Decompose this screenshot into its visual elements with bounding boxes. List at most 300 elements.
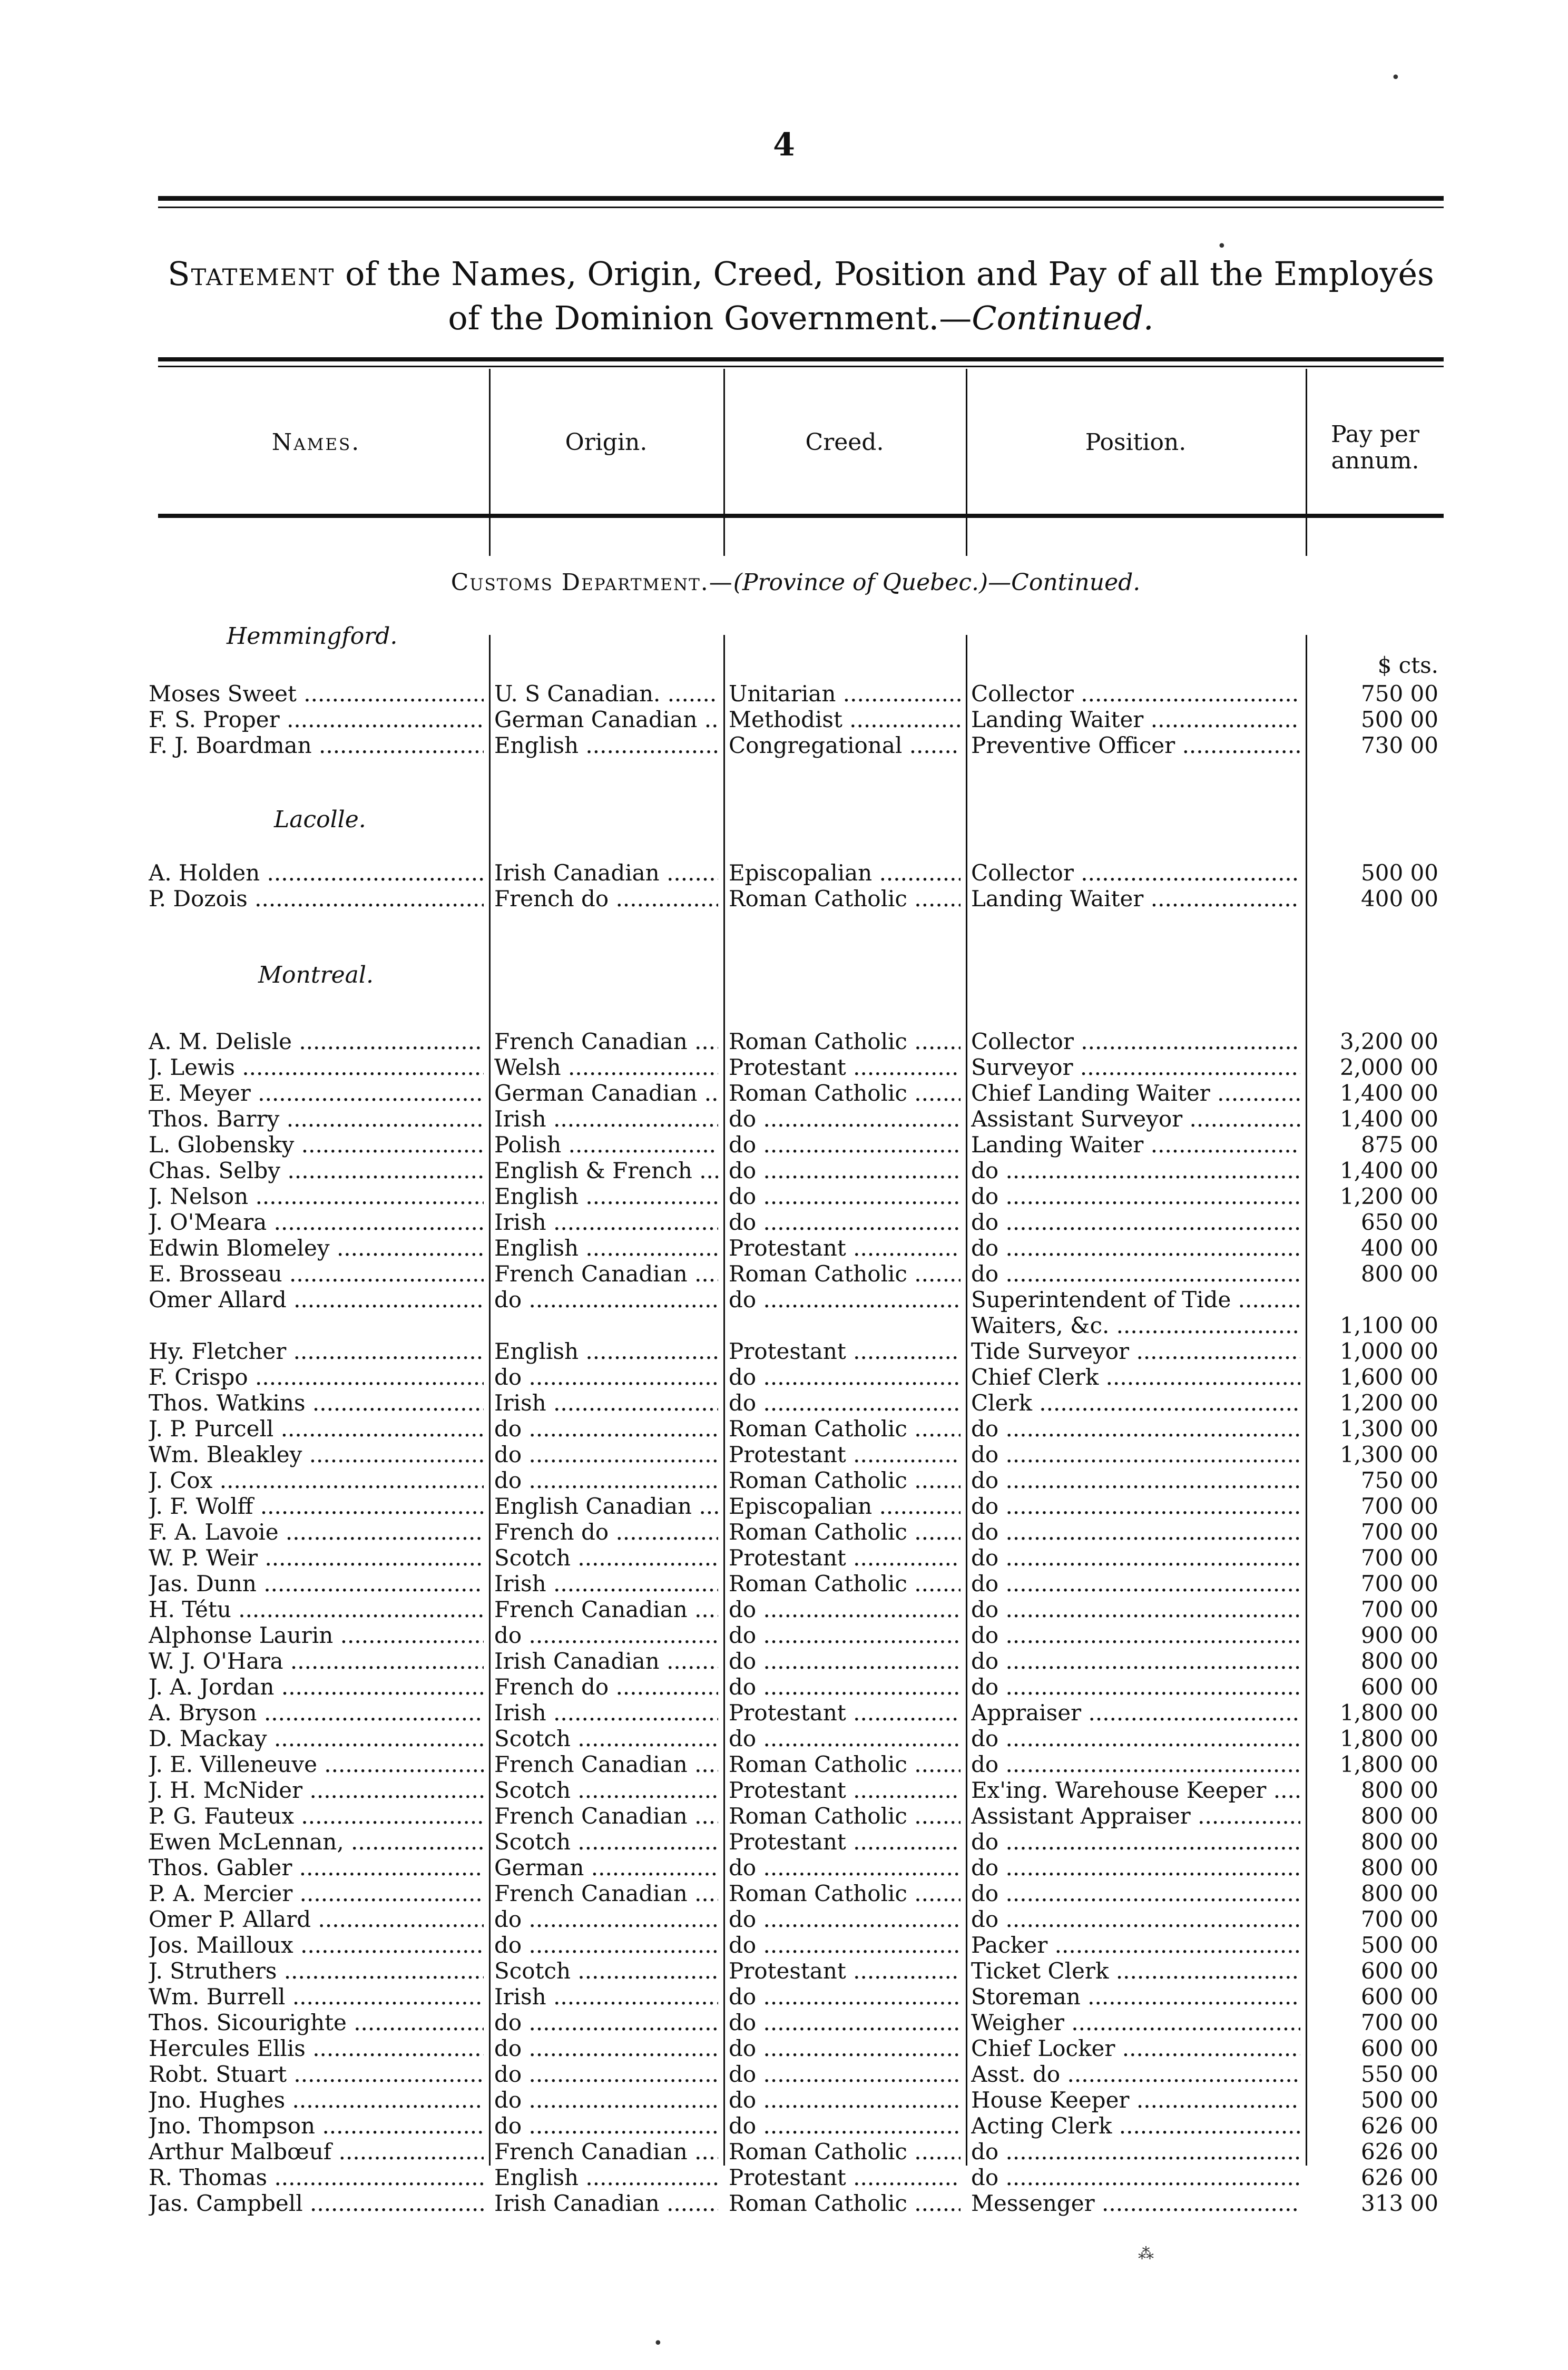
employee-creed: Episcopalian ..... bbox=[729, 860, 961, 886]
employee-name: Jas. Dunn ..... bbox=[149, 1571, 484, 1597]
employee-name: P. Dozois ..... bbox=[149, 886, 484, 912]
employee-position: do ..... bbox=[971, 1855, 1300, 1881]
employee-origin: French Canadian ..... bbox=[494, 1881, 718, 1906]
employee-origin: do ..... bbox=[494, 2061, 718, 2087]
employee-name: Robt. Stuart ..... bbox=[149, 2061, 484, 2087]
employee-origin: German ..... bbox=[494, 1855, 718, 1881]
employee-origin: English ..... bbox=[494, 732, 718, 758]
employee-pay: 500 00 bbox=[1361, 2087, 1438, 2113]
employee-position: Collector ..... bbox=[971, 681, 1300, 707]
employee-position: Preventive Officer ..... bbox=[971, 732, 1300, 758]
header-divider-stub bbox=[1306, 518, 1307, 556]
employee-name: E. Brosseau ..... bbox=[149, 1261, 484, 1287]
employee-name: F. J. Boardman ..... bbox=[149, 732, 484, 758]
employee-pay: 500 00 bbox=[1361, 1932, 1438, 1958]
employee-creed: Unitarian ..... bbox=[729, 681, 961, 707]
employee-creed: Roman Catholic ..... bbox=[729, 1416, 961, 1442]
employee-position: do ..... bbox=[971, 1158, 1300, 1183]
employee-position: do ..... bbox=[971, 1648, 1300, 1674]
employee-pay: 1,300 00 bbox=[1339, 1442, 1438, 1467]
employee-pay: 1,300 00 bbox=[1339, 1416, 1438, 1442]
table-row bbox=[0, 1106, 1568, 1132]
employee-position: do ..... bbox=[971, 1416, 1300, 1442]
employee-name: Omer Allard ..... bbox=[149, 1287, 484, 1313]
employee-creed: do ..... bbox=[729, 1132, 961, 1158]
place-heading: Montreal. bbox=[258, 962, 374, 988]
employee-name: Thos. Watkins ..... bbox=[149, 1390, 484, 1416]
top-rule bbox=[158, 196, 1444, 201]
header-divider bbox=[966, 369, 967, 514]
scan-speck: ⁂ bbox=[1138, 2245, 1154, 2263]
employee-pay: 600 00 bbox=[1361, 1984, 1438, 2010]
employee-position: Ex'ing. Warehouse Keeper ..... bbox=[971, 1777, 1300, 1803]
table-row bbox=[0, 860, 1568, 886]
employee-name: J. Lewis ..... bbox=[149, 1054, 484, 1080]
employee-pay: 800 00 bbox=[1361, 1261, 1438, 1287]
col-pay-line2: annum. bbox=[1331, 447, 1419, 474]
employee-origin: English ..... bbox=[494, 1338, 718, 1364]
header-divider bbox=[1306, 369, 1307, 514]
employee-pay: 1,100 00 bbox=[1339, 1313, 1438, 1338]
employee-creed: do ..... bbox=[729, 1906, 961, 1932]
employee-position: Assistant Appraiser ..... bbox=[971, 1803, 1300, 1829]
employee-name: Wm. Burrell ..... bbox=[149, 1984, 484, 2010]
table-row bbox=[0, 2061, 1568, 2087]
employee-name: Alphonse Laurin ..... bbox=[149, 1622, 484, 1648]
employee-creed: do ..... bbox=[729, 1209, 961, 1235]
table-row bbox=[0, 1932, 1568, 1958]
employee-origin: Irish Canadian ..... bbox=[494, 2190, 718, 2216]
employee-pay: 1,800 00 bbox=[1339, 1726, 1438, 1751]
table-row bbox=[0, 2010, 1568, 2035]
scan-speck: • bbox=[1391, 68, 1400, 87]
employee-origin: do ..... bbox=[494, 2087, 718, 2113]
department-province: (Province of Quebec.)—Continued. bbox=[733, 569, 1141, 596]
table-row bbox=[0, 1080, 1568, 1106]
employee-name: J. P. Purcell ..... bbox=[149, 1416, 484, 1442]
employee-position: Surveyor ..... bbox=[971, 1054, 1300, 1080]
employee-name: J. Struthers ..... bbox=[149, 1958, 484, 1984]
employee-pay: 700 00 bbox=[1361, 1571, 1438, 1597]
employee-name: D. Mackay ..... bbox=[149, 1726, 484, 1751]
employee-origin: French Canadian ..... bbox=[494, 1803, 718, 1829]
employee-name: A. M. Delisle ..... bbox=[149, 1029, 484, 1054]
employee-creed: Episcopalian ..... bbox=[729, 1493, 961, 1519]
employee-origin: do ..... bbox=[494, 1416, 718, 1442]
employee-creed: Protestant ..... bbox=[729, 1442, 961, 1467]
place-heading: Hemmingford. bbox=[227, 623, 398, 650]
employee-pay: 1,800 00 bbox=[1339, 1751, 1438, 1777]
employee-origin: Welsh ..... bbox=[494, 1054, 718, 1080]
employee-name: Hy. Fletcher ..... bbox=[149, 1338, 484, 1364]
employee-pay: 500 00 bbox=[1361, 860, 1438, 886]
employee-name: Arthur Malbœuf ..... bbox=[149, 2139, 484, 2165]
employee-creed: Roman Catholic ..... bbox=[729, 1881, 961, 1906]
employee-pay: 600 00 bbox=[1361, 2035, 1438, 2061]
employee-creed: Protestant ..... bbox=[729, 1700, 961, 1726]
employee-creed: do ..... bbox=[729, 2010, 961, 2035]
employee-origin: Scotch ..... bbox=[494, 1726, 718, 1751]
employee-creed: Roman Catholic ..... bbox=[729, 1751, 961, 1777]
employee-position: Clerk ..... bbox=[971, 1390, 1300, 1416]
employee-origin: French Canadian ..... bbox=[494, 1261, 718, 1287]
employee-origin: French do ..... bbox=[494, 1674, 718, 1700]
employee-position: Ticket Clerk ..... bbox=[971, 1958, 1300, 1984]
table-row bbox=[0, 1622, 1568, 1648]
employee-origin: English Canadian ..... bbox=[494, 1493, 718, 1519]
employee-creed: Roman Catholic ..... bbox=[729, 1803, 961, 1829]
employee-origin: German Canadian ..... bbox=[494, 1080, 718, 1106]
employee-position: Tide Surveyor ..... bbox=[971, 1338, 1300, 1364]
table-row bbox=[0, 1390, 1568, 1416]
table-row bbox=[0, 1209, 1568, 1235]
employee-pay: 800 00 bbox=[1361, 1803, 1438, 1829]
col-position: Position. bbox=[1085, 429, 1187, 456]
employee-name: J. F. Wolff ..... bbox=[149, 1493, 484, 1519]
employee-position: Chief Landing Waiter ..... bbox=[971, 1080, 1300, 1106]
employee-name: L. Globensky ..... bbox=[149, 1132, 484, 1158]
employee-origin: do ..... bbox=[494, 2010, 718, 2035]
table-row bbox=[0, 1597, 1568, 1622]
table-row bbox=[0, 1984, 1568, 2010]
title-continued: Continued. bbox=[972, 299, 1154, 337]
employee-position: Packer ..... bbox=[971, 1932, 1300, 1958]
employee-creed: Protestant ..... bbox=[729, 1235, 961, 1261]
employee-creed: do ..... bbox=[729, 1622, 961, 1648]
employee-position: Landing Waiter ..... bbox=[971, 707, 1300, 732]
table-row bbox=[0, 1648, 1568, 1674]
header-divider bbox=[489, 369, 491, 514]
employee-name: Chas. Selby ..... bbox=[149, 1158, 484, 1183]
employee-origin: Irish ..... bbox=[494, 1571, 718, 1597]
employee-position: Collector ..... bbox=[971, 860, 1300, 886]
employee-origin: French Canadian ..... bbox=[494, 2139, 718, 2165]
employee-name: Thos. Gabler ..... bbox=[149, 1855, 484, 1881]
employee-pay: 800 00 bbox=[1361, 1648, 1438, 1674]
employee-position: Collector ..... bbox=[971, 1029, 1300, 1054]
table-row bbox=[0, 1777, 1568, 1803]
employee-creed: do ..... bbox=[729, 1674, 961, 1700]
employee-position: do ..... bbox=[971, 2165, 1300, 2190]
employee-origin: Irish ..... bbox=[494, 1106, 718, 1132]
employee-pay: 626 00 bbox=[1361, 2139, 1438, 2165]
employee-origin: do ..... bbox=[494, 2035, 718, 2061]
employee-position: do ..... bbox=[971, 1519, 1300, 1545]
employee-position: Landing Waiter ..... bbox=[971, 1132, 1300, 1158]
employee-position: Messenger ..... bbox=[971, 2190, 1300, 2216]
table-row bbox=[0, 1467, 1568, 1493]
table-row bbox=[0, 681, 1568, 707]
header-divider-stub bbox=[489, 518, 491, 556]
employee-creed: Protestant ..... bbox=[729, 2165, 961, 2190]
table-row bbox=[0, 1855, 1568, 1881]
table-row bbox=[0, 1183, 1568, 1209]
employee-creed: do ..... bbox=[729, 1390, 961, 1416]
scan-speck: • bbox=[1217, 237, 1227, 256]
employee-creed: Roman Catholic ..... bbox=[729, 1519, 961, 1545]
employee-name: E. Meyer ..... bbox=[149, 1080, 484, 1106]
table-row bbox=[0, 1726, 1568, 1751]
employee-name: Edwin Blomeley ..... bbox=[149, 1235, 484, 1261]
employee-name: F. Crispo ..... bbox=[149, 1364, 484, 1390]
employee-pay: 700 00 bbox=[1361, 1906, 1438, 1932]
employee-position: do ..... bbox=[971, 1183, 1300, 1209]
employee-pay: 1,600 00 bbox=[1339, 1364, 1438, 1390]
table-row bbox=[0, 2035, 1568, 2061]
employee-creed: Roman Catholic ..... bbox=[729, 1467, 961, 1493]
table-row bbox=[0, 1364, 1568, 1390]
employee-creed: Roman Catholic ..... bbox=[729, 2190, 961, 2216]
table-row bbox=[0, 2113, 1568, 2139]
employee-origin: Scotch ..... bbox=[494, 1958, 718, 1984]
employee-pay: 700 00 bbox=[1361, 1597, 1438, 1622]
employee-origin: French Canadian ..... bbox=[494, 1751, 718, 1777]
table-row bbox=[0, 1571, 1568, 1597]
col-pay-line1: Pay per bbox=[1331, 421, 1419, 448]
employee-pay: 1,200 00 bbox=[1339, 1183, 1438, 1209]
employee-creed: do ..... bbox=[729, 1726, 961, 1751]
employee-creed: do ..... bbox=[729, 1648, 961, 1674]
employee-pay: 400 00 bbox=[1361, 886, 1438, 912]
employee-creed: Roman Catholic ..... bbox=[729, 886, 961, 912]
employee-position: do ..... bbox=[971, 1751, 1300, 1777]
employee-name: Thos. Sicourighte ..... bbox=[149, 2010, 484, 2035]
employee-creed: do ..... bbox=[729, 1287, 961, 1313]
table-row bbox=[0, 1132, 1568, 1158]
employee-origin: English ..... bbox=[494, 1183, 718, 1209]
table-row bbox=[0, 1287, 1568, 1313]
employee-position: do ..... bbox=[971, 1261, 1300, 1287]
employee-position: House Keeper ..... bbox=[971, 2087, 1300, 2113]
place-heading: Lacolle. bbox=[274, 806, 366, 833]
employee-name: Jno. Thompson ..... bbox=[149, 2113, 484, 2139]
employee-pay: 900 00 bbox=[1361, 1622, 1438, 1648]
employee-creed: Roman Catholic ..... bbox=[729, 2139, 961, 2165]
table-row bbox=[0, 1545, 1568, 1571]
employee-name: P. A. Mercier ..... bbox=[149, 1881, 484, 1906]
table-row bbox=[0, 1751, 1568, 1777]
employee-creed: do ..... bbox=[729, 1183, 961, 1209]
table-row bbox=[0, 1313, 1568, 1338]
table-row bbox=[0, 1338, 1568, 1364]
table-row bbox=[0, 1700, 1568, 1726]
employee-name: H. Tétu ..... bbox=[149, 1597, 484, 1622]
employee-pay: 650 00 bbox=[1361, 1209, 1438, 1235]
table-row bbox=[0, 1442, 1568, 1467]
table-row bbox=[0, 1054, 1568, 1080]
employee-position: Appraiser ..... bbox=[971, 1700, 1300, 1726]
employee-origin: Irish ..... bbox=[494, 1700, 718, 1726]
employee-creed: Protestant ..... bbox=[729, 1829, 961, 1855]
employee-creed: do ..... bbox=[729, 2061, 961, 2087]
employee-pay: 800 00 bbox=[1361, 1855, 1438, 1881]
employee-pay: 800 00 bbox=[1361, 1829, 1438, 1855]
employee-pay: 700 00 bbox=[1361, 1493, 1438, 1519]
employee-origin: German Canadian ..... bbox=[494, 707, 718, 732]
table-row bbox=[0, 1519, 1568, 1545]
employee-origin: do ..... bbox=[494, 1364, 718, 1390]
employee-pay: 1,400 00 bbox=[1339, 1106, 1438, 1132]
col-origin: Origin. bbox=[565, 429, 648, 456]
employee-name: F. S. Proper ..... bbox=[149, 707, 484, 732]
top-rule-thin bbox=[158, 207, 1444, 208]
employee-name: F. A. Lavoie ..... bbox=[149, 1519, 484, 1545]
employee-creed: Protestant ..... bbox=[729, 1545, 961, 1571]
employee-name: Jno. Hughes ..... bbox=[149, 2087, 484, 2113]
employee-name: Thos. Barry ..... bbox=[149, 1106, 484, 1132]
employee-origin: Irish ..... bbox=[494, 1209, 718, 1235]
employee-position: do ..... bbox=[971, 1829, 1300, 1855]
table-row bbox=[0, 707, 1568, 732]
table-row bbox=[0, 1674, 1568, 1700]
employee-name: A. Holden ..... bbox=[149, 860, 484, 886]
employee-pay: 750 00 bbox=[1361, 1467, 1438, 1493]
employee-origin: French Canadian ..... bbox=[494, 1597, 718, 1622]
employee-name: J. A. Jordan ..... bbox=[149, 1674, 484, 1700]
employee-origin: Polish ..... bbox=[494, 1132, 718, 1158]
col-names: Names. bbox=[271, 429, 361, 456]
header-divider-stub bbox=[723, 518, 725, 556]
employee-pay: 500 00 bbox=[1361, 707, 1438, 732]
table-row bbox=[0, 1416, 1568, 1442]
employee-origin: French do ..... bbox=[494, 886, 718, 912]
employee-position: do ..... bbox=[971, 1906, 1300, 1932]
employee-origin: U. S Canadian. ..... bbox=[494, 681, 718, 707]
employee-origin: Irish ..... bbox=[494, 1390, 718, 1416]
employee-name: A. Bryson ..... bbox=[149, 1700, 484, 1726]
employee-pay: 600 00 bbox=[1361, 1958, 1438, 1984]
department-name: Customs Department.— bbox=[450, 569, 733, 596]
employee-pay: 626 00 bbox=[1361, 2113, 1438, 2139]
employee-origin: Scotch ..... bbox=[494, 1829, 718, 1855]
employee-position: do ..... bbox=[971, 1442, 1300, 1467]
employee-name: W. P. Weir ..... bbox=[149, 1545, 484, 1571]
employee-position: do ..... bbox=[971, 1493, 1300, 1519]
employee-position: do ..... bbox=[971, 1209, 1300, 1235]
header-divider bbox=[723, 369, 725, 514]
employee-origin: Irish ..... bbox=[494, 1984, 718, 2010]
employee-name: Wm. Bleakley ..... bbox=[149, 1442, 484, 1467]
employee-position: Weigher ..... bbox=[971, 2010, 1300, 2035]
header-rule-top-thin bbox=[158, 366, 1444, 367]
header-divider-stub bbox=[966, 518, 967, 556]
title-lead: Statement bbox=[168, 254, 335, 293]
employee-creed: Protestant ..... bbox=[729, 1777, 961, 1803]
employee-origin: French do ..... bbox=[494, 1519, 718, 1545]
employee-creed: Roman Catholic ..... bbox=[729, 1080, 961, 1106]
employee-creed: do ..... bbox=[729, 2113, 961, 2139]
table-row bbox=[0, 2165, 1568, 2190]
table-row bbox=[0, 1493, 1568, 1519]
employee-creed: Roman Catholic ..... bbox=[729, 1261, 961, 1287]
employee-creed: do ..... bbox=[729, 1158, 961, 1183]
employee-pay: 1,200 00 bbox=[1339, 1390, 1438, 1416]
employee-origin: English & French ..... bbox=[494, 1158, 718, 1183]
employee-pay: 700 00 bbox=[1361, 2010, 1438, 2035]
employee-name: Hercules Ellis ..... bbox=[149, 2035, 484, 2061]
employee-position: Chief Locker ..... bbox=[971, 2035, 1300, 2061]
employee-origin: do ..... bbox=[494, 1906, 718, 1932]
table-row bbox=[0, 1829, 1568, 1855]
employee-position: Acting Clerk ..... bbox=[971, 2113, 1300, 2139]
employee-position: Asst. do ..... bbox=[971, 2061, 1300, 2087]
employee-creed: do ..... bbox=[729, 2035, 961, 2061]
employee-creed: do ..... bbox=[729, 1106, 961, 1132]
employee-position: Landing Waiter ..... bbox=[971, 886, 1300, 912]
employee-origin: do ..... bbox=[494, 1622, 718, 1648]
employee-position: Assistant Surveyor ..... bbox=[971, 1106, 1300, 1132]
employee-origin: English ..... bbox=[494, 1235, 718, 1261]
employee-creed: Congregational ..... bbox=[729, 732, 961, 758]
employee-creed: do ..... bbox=[729, 1855, 961, 1881]
employee-name: J. Nelson ..... bbox=[149, 1183, 484, 1209]
employee-pay: 400 00 bbox=[1361, 1235, 1438, 1261]
employee-pay: 800 00 bbox=[1361, 1881, 1438, 1906]
table-row bbox=[0, 732, 1568, 758]
employee-pay: 3,200 00 bbox=[1339, 1029, 1438, 1054]
employee-origin: English ..... bbox=[494, 2165, 718, 2190]
employee-pay: 700 00 bbox=[1361, 1519, 1438, 1545]
employee-name: Ewen McLennan, ..... bbox=[149, 1829, 484, 1855]
employee-pay: 750 00 bbox=[1361, 681, 1438, 707]
employee-position: do ..... bbox=[971, 1545, 1300, 1571]
employee-pay: 313 00 bbox=[1361, 2190, 1438, 2216]
employee-position: Storeman ..... bbox=[971, 1984, 1300, 2010]
employee-origin: French Canadian ..... bbox=[494, 1029, 718, 1054]
department-heading bbox=[148, 569, 1444, 596]
employee-creed: Protestant ..... bbox=[729, 1958, 961, 1984]
employee-pay: 1,000 00 bbox=[1339, 1338, 1438, 1364]
employee-position: do ..... bbox=[971, 1571, 1300, 1597]
employee-position: do ..... bbox=[971, 1881, 1300, 1906]
currency-header: $ cts. bbox=[1377, 652, 1438, 678]
employee-origin: do ..... bbox=[494, 1467, 718, 1493]
employee-pay: 1,400 00 bbox=[1339, 1158, 1438, 1183]
employee-pay: 550 00 bbox=[1361, 2061, 1438, 2087]
employee-position: Superintendent of Tide ..... bbox=[971, 1287, 1300, 1313]
employee-pay: 600 00 bbox=[1361, 1674, 1438, 1700]
table-row bbox=[0, 1261, 1568, 1287]
employee-origin: do ..... bbox=[494, 1932, 718, 1958]
table-row bbox=[0, 2139, 1568, 2165]
employee-name: Jas. Campbell ..... bbox=[149, 2190, 484, 2216]
employee-name: J. O'Meara ..... bbox=[149, 1209, 484, 1235]
table-row bbox=[0, 1803, 1568, 1829]
employee-position: do ..... bbox=[971, 1726, 1300, 1751]
employee-creed: do ..... bbox=[729, 1364, 961, 1390]
employee-origin: Scotch ..... bbox=[494, 1545, 718, 1571]
employee-name: P. G. Fauteux ..... bbox=[149, 1803, 484, 1829]
employee-name: J. Cox ..... bbox=[149, 1467, 484, 1493]
employee-name: Moses Sweet ..... bbox=[149, 681, 484, 707]
employee-creed: Protestant ..... bbox=[729, 1054, 961, 1080]
employee-pay: 626 00 bbox=[1361, 2165, 1438, 2190]
employee-position: do ..... bbox=[971, 1467, 1300, 1493]
employee-creed: Methodist ..... bbox=[729, 707, 961, 732]
employee-origin: do ..... bbox=[494, 1442, 718, 1467]
employee-position: do ..... bbox=[971, 2139, 1300, 2165]
title-line2: of the Dominion Government.— bbox=[448, 299, 972, 337]
table-row bbox=[0, 1029, 1568, 1054]
employee-position: do ..... bbox=[971, 1622, 1300, 1648]
table-row bbox=[0, 1906, 1568, 1932]
table-row bbox=[0, 1158, 1568, 1183]
header-rule-top bbox=[158, 357, 1444, 361]
employee-pay: 700 00 bbox=[1361, 1545, 1438, 1571]
employee-pay: 800 00 bbox=[1361, 1777, 1438, 1803]
employee-name: R. Thomas ..... bbox=[149, 2165, 484, 2190]
employee-position: do ..... bbox=[971, 1597, 1300, 1622]
